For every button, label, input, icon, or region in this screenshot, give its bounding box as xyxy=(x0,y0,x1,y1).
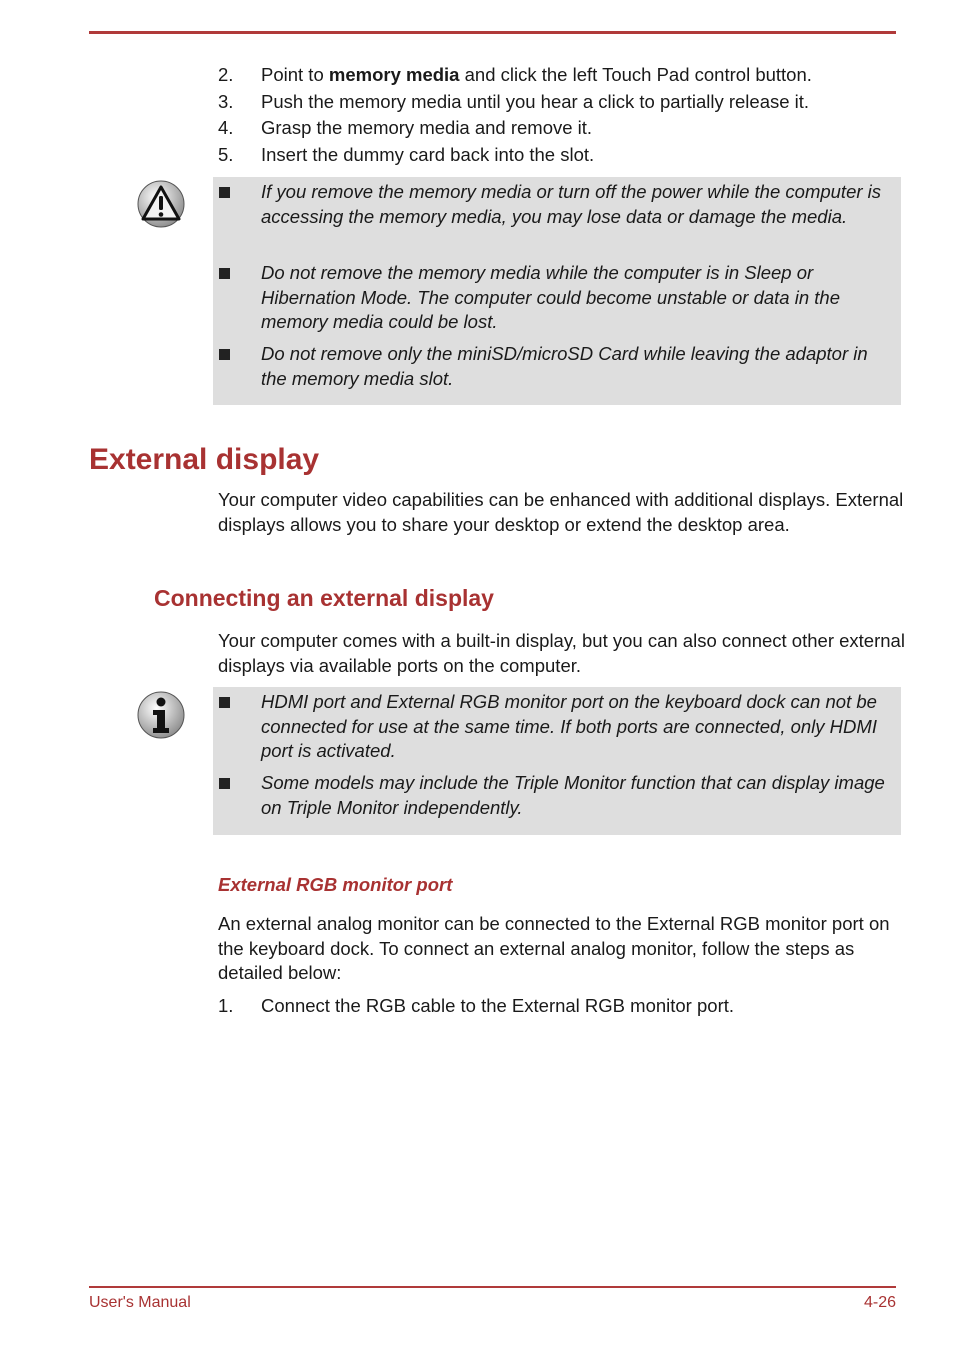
list-item xyxy=(213,261,901,335)
list-item xyxy=(218,143,812,170)
step-number: 5. xyxy=(218,144,234,166)
list-item xyxy=(218,994,734,1021)
section-title: External display xyxy=(89,443,320,476)
warning-triangle-icon xyxy=(137,180,185,228)
bullet-square-icon xyxy=(219,778,230,789)
info-note-box xyxy=(213,687,901,835)
subsubsection-intro: An external analog monitor can be connected to the External RGB monitor port on the keyboard dock. To connect an external analog monitor, follow the steps as detailed below: xyxy=(218,913,890,983)
list-item xyxy=(213,180,901,229)
step-number: 3. xyxy=(218,90,234,112)
info-note-text: Some models may include the Triple Monitor function that can display image on Triple Monitor independently. xyxy=(261,772,885,818)
step-text: and click the left Touch Pad control button. xyxy=(459,64,812,85)
step-number: 1. xyxy=(218,995,234,1016)
step-text: Push the memory media until you hear a click to partially release it. xyxy=(261,90,810,112)
info-note-text: HDMI port and External RGB monitor port on the keyboard dock can not be connected for use at the same time. If both ports are connected, only HDMI port is activated. xyxy=(261,691,877,761)
list-item xyxy=(213,690,901,764)
footer-rule xyxy=(89,1286,896,1288)
list-item xyxy=(218,63,812,90)
list-item xyxy=(218,90,812,117)
header-rule xyxy=(89,31,896,34)
step-text: Connect the RGB cable to the External RGB monitor port. xyxy=(261,995,735,1016)
warning-note-text: If you remove the memory media or turn off the power while the computer is accessing the memory media, you may lose data or damage the media. xyxy=(261,181,882,227)
subsection-title: Connecting an external display xyxy=(154,585,494,611)
subsubsection-title: External RGB monitor port xyxy=(218,874,453,895)
bullet-square-icon xyxy=(219,268,230,279)
footer-manual-title: User's Manual xyxy=(89,1294,191,1311)
bottom-steps-list xyxy=(218,994,734,1021)
warning-note-box xyxy=(213,177,901,405)
warning-note-text: Do not remove the memory media while the computer is in Sleep or Hibernation Mode. The computer could become unstable or data in the memory media could be lost. xyxy=(261,262,840,332)
list-item xyxy=(213,342,901,391)
subsection-intro: Your computer comes with a built-in display, but you can also connect other external displays via available ports on the computer. xyxy=(218,630,905,676)
top-steps-list xyxy=(218,63,812,170)
step-text: Insert the dummy card back into the slot. xyxy=(261,144,595,166)
step-number: 4. xyxy=(218,117,234,139)
section-intro: Your computer video capabilities can be enhanced with additional displays. External displays allows you to share your desktop or extend the desktop area. xyxy=(218,489,904,535)
bullet-square-icon xyxy=(219,697,230,708)
step-text: Grasp the memory media and remove it. xyxy=(261,117,593,139)
step-emphasis: memory media xyxy=(328,64,460,85)
page-number: 4-26 xyxy=(863,1294,896,1311)
warning-note-text: Do not remove only the miniSD/microSD Card while leaving the adaptor in the memory media slot. xyxy=(261,343,868,389)
information-icon xyxy=(137,691,185,739)
bullet-square-icon xyxy=(219,349,230,360)
bullet-square-icon xyxy=(219,187,230,198)
step-number: 2. xyxy=(218,64,234,85)
list-item xyxy=(213,771,901,820)
step-text: Point to xyxy=(261,64,329,85)
list-item xyxy=(218,116,812,143)
